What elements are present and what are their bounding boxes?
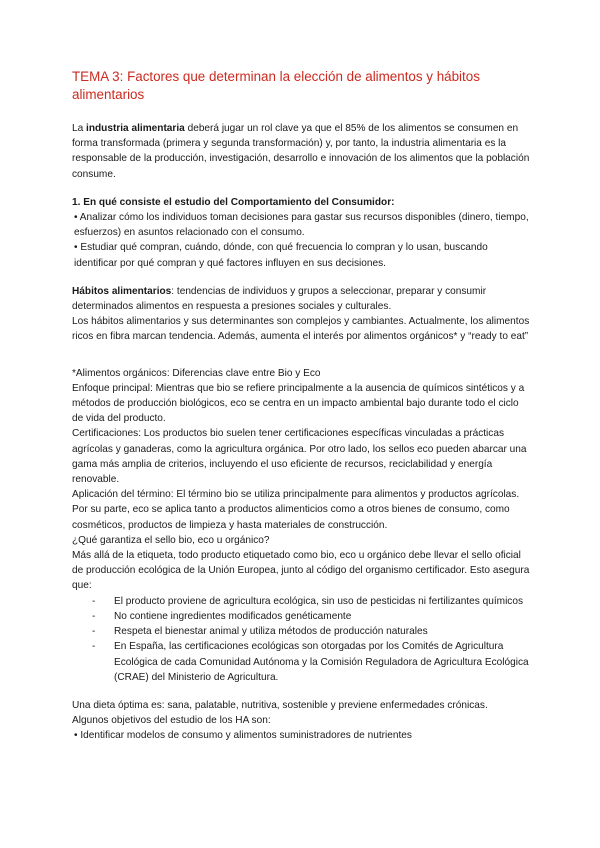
intro-paragraph — [72, 121, 530, 182]
organicos-aplicacion: Aplicación del término: El término bio se utiliza principalmente para alimentos y productos agrícolas. Por su parte, eco se aplica tanto a productos alimenticios como a otros bienes de consumo, como cosméticos, productos de limpieza y hasta materiales de construcción. — [72, 489, 520, 531]
section1-bullet-1: • Analizar cómo los individuos toman decisiones para gastar sus recursos disponibles (dinero, tiempo, esfuerzos) en asuntos relacionado con el consumo. — [74, 212, 529, 239]
organicos-respuesta: Más allá de la etiqueta, todo producto etiquetado como bio, eco u orgánico debe llevar el sello oficial de producción ecológica de la Unión Europea, junto al código del organismo certificador. Esto asegura que: — [72, 550, 530, 592]
organicos-pregunta: ¿Qué garantiza el sello bio, eco u orgánico? — [72, 534, 270, 546]
organicos-list — [72, 594, 530, 685]
list-item: - No contiene ingredientes modificados genéticamente — [92, 609, 530, 624]
list-item: - Respeta el bienestar animal y utiliza métodos de producción naturales — [92, 624, 530, 639]
habitos-label: Hábitos alimentarios — [72, 285, 172, 297]
intro-pre: La — [72, 123, 87, 134]
list-item: - En España, las certificaciones ecológicas son otorgadas por los Comités de Agricultura Ecológica de cada Comunidad Autónoma y la Comisión Reguladora de Agricultura Ecológica (CRAE) del Ministerio de Agricultura. — [92, 639, 530, 685]
organicos-title: *Alimentos orgánicos: Diferencias clave entre Bio y Eco — [72, 367, 321, 379]
document-title: TEMA 3: Factores que determinan la elección de alimentos y hábitos alimentarios — [72, 69, 480, 102]
objetivos-intro: Algunos objetivos del estudio de los HA son: — [72, 715, 271, 727]
objetivos-bullet-1: • Identificar modelos de consumo y alimentos suministradores de nutrientes — [74, 730, 412, 742]
habitos-definition — [72, 284, 530, 314]
organicos-certificaciones: Certificaciones: Los productos bio suelen tener certificaciones específicas vinculadas a prácticas agrícolas y ganaderas, como la agricultura orgánica. Por otro lado, los sellos eco pueden abarcar una gama más amplia de criterios, incluyendo el uso eficiente de recursos, reciclabilidad y energía renovable. — [72, 428, 527, 486]
document-page — [72, 68, 530, 744]
dieta-paragraph: Una dieta óptima es: sana, palatable, nutritiva, sostenible y previene enfermedades crónicas. — [72, 699, 488, 711]
list-item: - El producto proviene de agricultura ecológica, sin uso de pesticidas ni fertilizantes químicos — [92, 594, 530, 609]
section1-bullet-2: • Estudiar qué compran, cuándo, dónde, con qué frecuencia lo compran y lo usan, buscando identificar por qué compran y qué factores influyen en sus decisiones. — [74, 242, 488, 269]
organicos-enfoque: Enfoque principal: Mientras que bio se refiere principalmente a la ausencia de químicos sintéticos y a métodos de producción biológicos, eco se centra en un impacto ambiental bajo durante todo el ciclo de vida del producto. — [72, 382, 525, 425]
intro-post: deberá jugar un rol clave ya que el 85% de los alimentos se consumen en forma transformada (primera y segunda transformación) y, por tanto, la industria alimentaria es la responsable de la producción, investigación, desarrollo e innovación de los alimentos que la población consume. — [72, 123, 530, 180]
habitos-def-text: : tendencias de individuos y grupos a seleccionar, preparar y consumir determinados alimentos en respuesta a presiones sociales y culturales. — [72, 285, 487, 313]
habitos-paragraph-2: Los hábitos alimentarios y sus determinantes son complejos y cambiantes. Actualmente, los alimentos ricos en fibra marcan tendencia. Además, aumenta el interés por alimentos orgánicos* y “ready to eat” — [72, 316, 530, 343]
section1-heading: 1. En qué consiste el estudio del Comportamiento del Consumidor: — [72, 196, 395, 208]
intro-bold-term: industria alimentaria — [86, 123, 185, 134]
